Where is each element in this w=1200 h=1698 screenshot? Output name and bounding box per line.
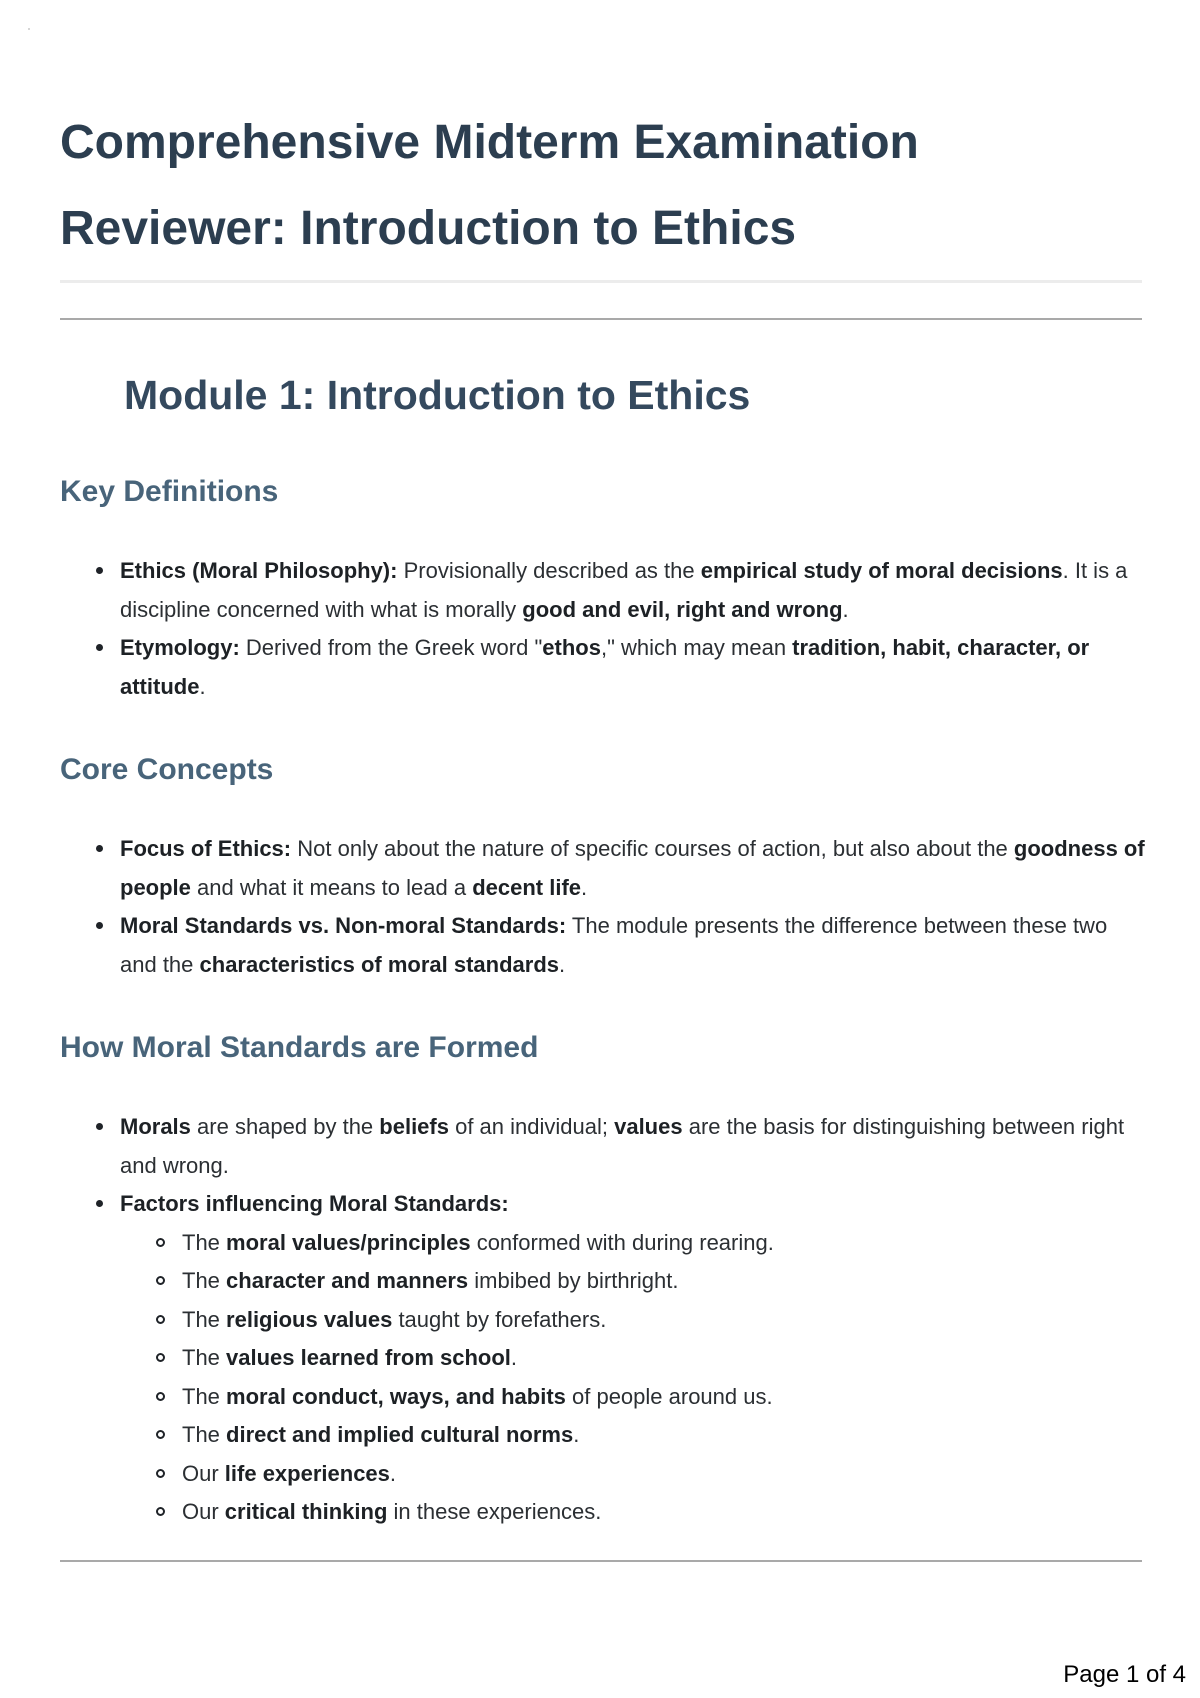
item-text: Not only about the nature of specific courses of action, but also about the	[291, 836, 1014, 861]
section-heading-key-definitions: Key Definitions	[60, 475, 279, 508]
sub-list-item	[182, 1301, 1145, 1340]
sub-list-item	[182, 1455, 1145, 1494]
page-speck	[28, 28, 30, 30]
term-label: Ethics (Moral Philosophy):	[120, 558, 398, 583]
emphasis: ethos	[542, 635, 601, 660]
item-text: .	[573, 1422, 580, 1447]
emphasis: moral conduct, ways, and habits	[226, 1383, 566, 1409]
item-text: .	[842, 596, 849, 622]
item-text: imbibed by birthright.	[468, 1268, 679, 1293]
document-title-line-2: Reviewer: Introduction to Ethics	[60, 202, 797, 255]
item-text: The	[182, 1422, 227, 1447]
item-text: of people around us.	[565, 1383, 773, 1409]
sub-list-item	[182, 1262, 1145, 1301]
list-item	[120, 1185, 1145, 1532]
item-text: conformed with during rearing.	[470, 1229, 774, 1255]
item-text: in these experiences.	[387, 1499, 602, 1524]
emphasis: character and manners	[226, 1268, 469, 1293]
item-text: Provisionally described as the	[397, 558, 701, 583]
item-text: .	[559, 951, 566, 977]
sub-list-item	[182, 1339, 1145, 1378]
emphasis: good and evil, right and wrong	[522, 596, 843, 622]
item-text: .	[510, 1345, 518, 1370]
emphasis: Morals	[120, 1114, 191, 1139]
emphasis: moral values/principles	[226, 1229, 471, 1255]
item-text: are shaped by the	[190, 1114, 380, 1139]
item-text: The	[182, 1306, 227, 1332]
emphasis: critical thinking	[224, 1499, 388, 1524]
core-concepts-list	[120, 830, 1145, 984]
item-text: taught by forefathers.	[392, 1306, 607, 1332]
section-heading-core-concepts: Core Concepts	[60, 753, 274, 786]
horizontal-rule-bottom	[60, 1560, 1142, 1562]
sub-list-item	[182, 1378, 1145, 1417]
item-text: .	[199, 673, 206, 699]
horizontal-rule	[60, 318, 1142, 320]
item-text: .	[389, 1460, 397, 1486]
moral-standards-list	[120, 1108, 1145, 1532]
item-text: ," which may mean	[600, 635, 793, 660]
item-text: .	[581, 874, 588, 900]
item-text: The	[182, 1229, 227, 1255]
item-text: The	[182, 1383, 227, 1409]
list-item	[120, 1108, 1145, 1185]
title-underline	[60, 280, 1142, 283]
list-item	[120, 830, 1145, 907]
item-text: The module presents the difference between these two and the	[120, 913, 1108, 977]
sub-list-item	[182, 1493, 1145, 1532]
term-label: Moral Standards vs. Non-moral Standards:	[120, 913, 567, 938]
emphasis: values	[614, 1114, 683, 1139]
term-label: Etymology:	[120, 635, 240, 660]
item-text: of an individual;	[448, 1114, 615, 1139]
item-text: . It is a discipline concerned with what is morally	[120, 558, 1128, 622]
emphasis: religious values	[226, 1306, 393, 1332]
item-text: Our	[182, 1460, 225, 1486]
page-number: Page 1 of 4	[1063, 1661, 1186, 1688]
emphasis: goodness of people	[120, 836, 1145, 900]
module-title: Module 1: Introduction to Ethics	[124, 372, 751, 418]
emphasis: values learned from school	[226, 1345, 511, 1370]
key-definitions-list	[120, 552, 1145, 706]
section-heading-how-moral-standards-are-formed: How Moral Standards are Formed	[60, 1031, 539, 1064]
emphasis: tradition, habit, character, or attitude	[120, 635, 1090, 699]
factors-sublist	[120, 1224, 1145, 1532]
term-label: Focus of Ethics:	[120, 836, 292, 861]
emphasis: empirical study of moral decisions	[700, 558, 1063, 583]
term-label: Factors influencing Moral Standards:	[120, 1191, 509, 1216]
list-item	[120, 629, 1145, 706]
item-text: Derived from the Greek word "	[239, 635, 543, 660]
list-item	[120, 552, 1145, 629]
document-title	[60, 100, 1140, 272]
document-title-line-1: Comprehensive Midterm Examination	[60, 116, 919, 169]
item-text: The	[182, 1268, 227, 1293]
item-text: The	[182, 1345, 227, 1370]
emphasis: characteristics of moral standards	[199, 951, 559, 977]
sub-list-item	[182, 1224, 1145, 1263]
sub-list-item	[182, 1416, 1145, 1455]
list-item	[120, 907, 1145, 984]
emphasis: life experiences	[224, 1460, 390, 1486]
item-text: Our	[182, 1499, 225, 1524]
emphasis: beliefs	[379, 1114, 449, 1139]
emphasis: direct and implied cultural norms	[226, 1422, 574, 1447]
item-text: and what it means to lead a	[190, 874, 473, 900]
emphasis: decent life	[472, 874, 582, 900]
item-text: are the basis for distinguishing between right and wrong.	[120, 1114, 1125, 1178]
